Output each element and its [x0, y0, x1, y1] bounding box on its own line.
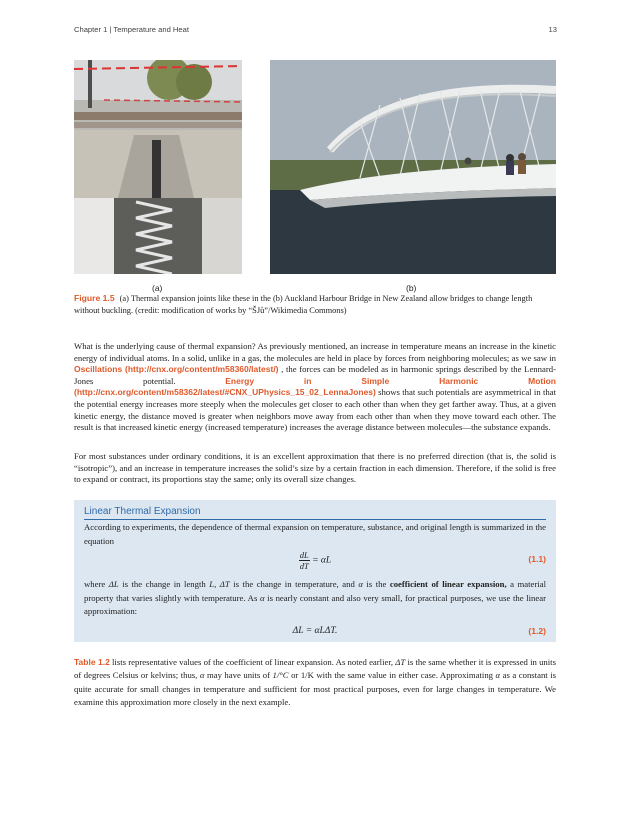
energy-shm-link[interactable]: Energy in Simple Harmonic Motion (http://cnx.org/content/m58362/latest/#CNX_UPhysics_15_02_LennaJones) [74, 375, 556, 398]
equation-1 [74, 550, 556, 571]
para3-text-3: may have units of [204, 670, 273, 681]
para3-alpha: α [199, 670, 205, 681]
box-where-text [84, 578, 546, 619]
where-delta-t: ΔT [216, 579, 230, 589]
where-text-3: is the change in temperature, and [229, 579, 359, 589]
figure-number: Figure 1.5 [74, 293, 115, 303]
para1-text-3: shows that such potentials are asymmetrical in that the potential energy increases more steeply when the molecules get closer to each other than when they get farther away. Thus, at a given kinetic energy, the distance moved is greater when neighbors move away from each other than when they move toward each other. The result is that increased kinetic energy (increased temperature) increases the average distance between molecules—the substance expands. [74, 387, 556, 433]
where-text-4: is the [362, 579, 390, 589]
table-1-2-link[interactable]: Table 1.2 [74, 657, 110, 667]
where-alpha-2: α [259, 592, 265, 603]
equation-1-rhs: = αL [312, 555, 332, 566]
para3-text-5: as a constant is quite accurate for small changes in temperature and sufficient for most practical purposes, even for large changes in temperature. We examine this approximation more closely in the next example. [74, 670, 557, 708]
bridge-photo [270, 60, 556, 274]
chapter-title: Chapter 1 | Temperature and Heat [74, 25, 189, 34]
para3-text-1: lists representative values of the coefficient of linear expansion. As noted earlier, [109, 657, 396, 667]
paragraph-table-ref [74, 656, 556, 710]
para1-text-1: What is the underlying cause of thermal expansion? As previously mentioned, an increase in temperature means an increase in the kinetic energy of individual atoms. In a solid, unlike in a gas, the molecules are held in place by forces from neighboring molecules; as we saw in [74, 341, 556, 363]
where-text-6: is nearly constant and also very small, for practical purposes, we use the linear approximation: [84, 592, 546, 616]
paragraph-cause [74, 341, 556, 434]
oscillations-link[interactable]: Oscillations (http://cnx.org/content/m58360/latest/) [74, 364, 279, 375]
figure-caption [74, 293, 554, 316]
para3-delta-t: ΔT [395, 657, 406, 667]
box-title: Linear Thermal Expansion [84, 506, 546, 520]
figure-label-a: (a) [152, 283, 163, 293]
coefficient-term: coefficient of linear expansion, [389, 579, 507, 589]
equation-2: ΔL = αLΔT. [292, 626, 338, 636]
para3-unit: 1/°C [272, 670, 289, 681]
equation-1-label: (1.1) [528, 554, 546, 564]
figure-label-b: (b) [406, 283, 417, 293]
para1-text-2: , the forces can be modeled as in harmonic springs described by the Lennard-Jones potential. [74, 364, 556, 386]
figure-caption-text: (a) Thermal expansion joints like these in the (b) Auckland Harbour Bridge in New Zealand allow bridges to change length without buckling. (credit: modification of works by “ŠJů”/Wikimedia Commons) [74, 294, 533, 315]
para3-alpha-2: α [495, 670, 501, 681]
para3-text-4: or 1/K with the same value in either case. Approximating [288, 670, 496, 681]
linear-expansion-box [74, 500, 556, 642]
where-text-5: a material property that varies slightly with temperature. As [84, 579, 546, 603]
where-l: L, [209, 579, 217, 589]
para3-text-2: is the same whether it is expressed in units of degrees Celsius or kelvins; thus, [74, 657, 556, 681]
fraction-numerator: dL [299, 550, 309, 560]
expansion-joint-photo [74, 60, 242, 274]
where-text-1: where [84, 579, 109, 589]
where-alpha: α [358, 579, 363, 589]
derivative-fraction [299, 550, 310, 571]
fraction-denominator: dT [299, 561, 309, 571]
equation-2-label: (1.2) [528, 626, 546, 636]
paragraph-isotropic: For most substances under ordinary conditions, it is an excellent approximation that there is no preferred direction (that is, the solid is “isotropic”), and an increase in temperature increases the solid’s size by a certain fraction in each dimension. Therefore, if the solid is free to expand or contract, its proportions stay the same; only its overall size changes. [74, 451, 556, 485]
box-intro: According to experiments, the dependence of thermal expansion on temperature, substance, and original length is summarized in the equation [84, 522, 546, 546]
page-number: 13 [548, 25, 557, 34]
where-text-2: is the change in length [118, 579, 210, 589]
where-delta-l: ΔL [108, 579, 119, 589]
